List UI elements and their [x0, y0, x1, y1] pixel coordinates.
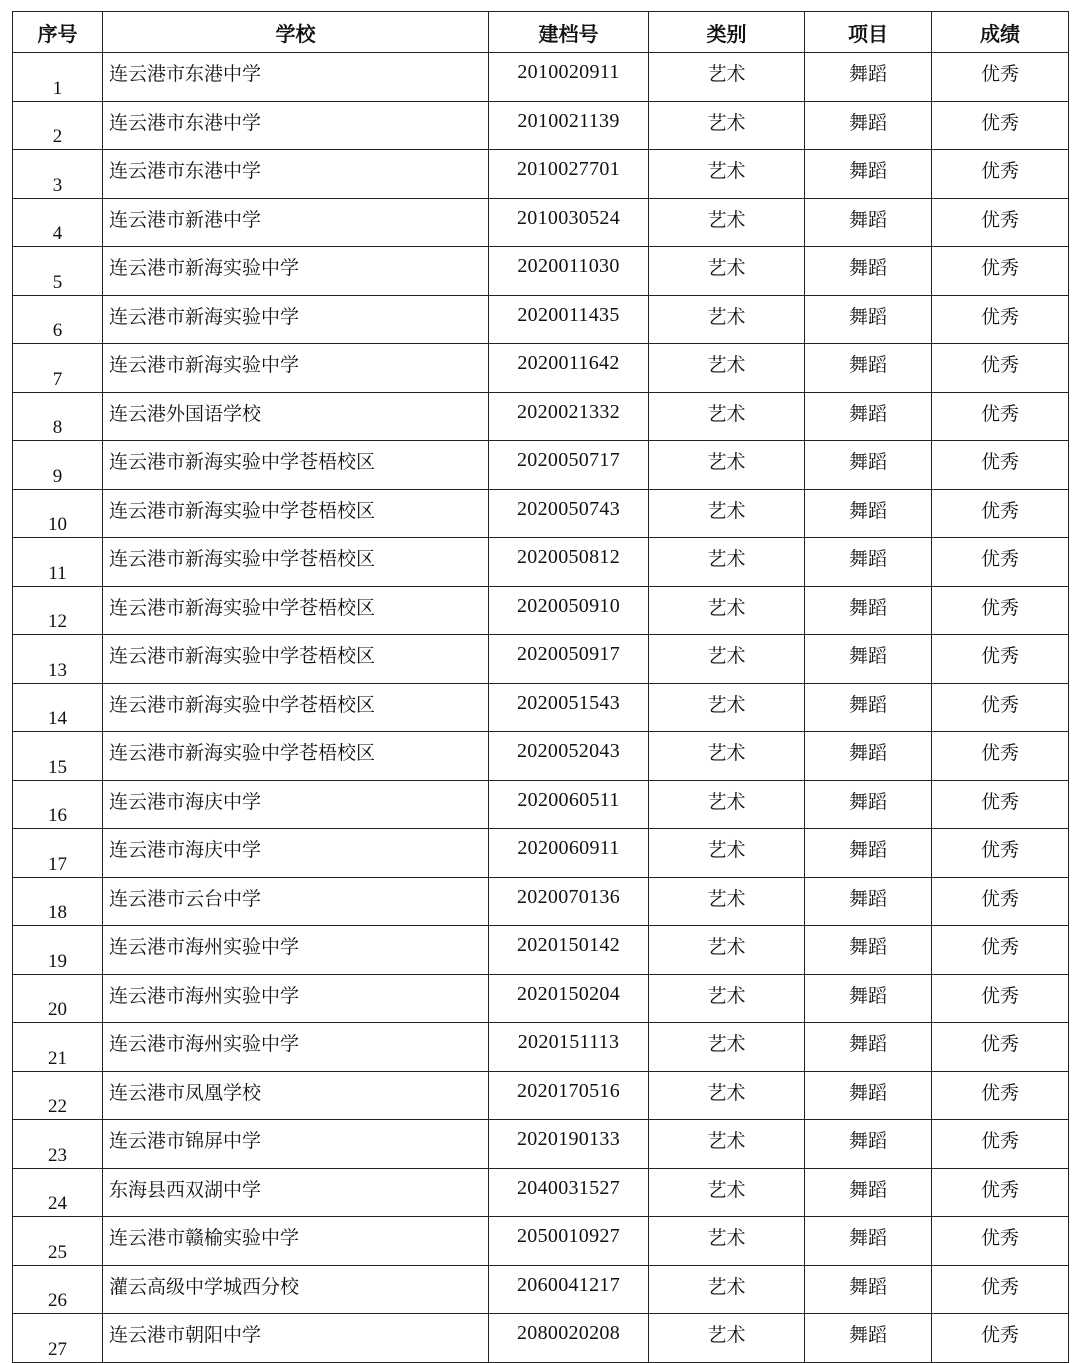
- cell-item: 舞蹈: [805, 489, 932, 538]
- cell-category: 艺术: [649, 1217, 805, 1266]
- cell-school: 连云港市新海实验中学苍梧校区: [103, 441, 489, 490]
- cell-school: 连云港市新海实验中学: [103, 344, 489, 393]
- cell-item: 舞蹈: [805, 829, 932, 878]
- cell-school: 连云港市新海实验中学苍梧校区: [103, 683, 489, 732]
- cell-id: 2020050910: [489, 586, 649, 635]
- cell-category: 艺术: [649, 489, 805, 538]
- cell-no: 20: [13, 974, 103, 1023]
- cell-no: 26: [13, 1265, 103, 1314]
- table-row: [13, 683, 1069, 732]
- cell-id: 2010027701: [489, 150, 649, 199]
- table-row: [13, 732, 1069, 781]
- header-item: 项目: [805, 12, 932, 53]
- cell-grade: 优秀: [932, 198, 1069, 247]
- cell-grade: 优秀: [932, 829, 1069, 878]
- cell-item: 舞蹈: [805, 150, 932, 199]
- cell-item: 舞蹈: [805, 198, 932, 247]
- cell-school: 连云港市海州实验中学: [103, 1023, 489, 1072]
- cell-grade: 优秀: [932, 247, 1069, 296]
- cell-school: 连云港市新海实验中学苍梧校区: [103, 538, 489, 587]
- cell-school: 连云港市东港中学: [103, 150, 489, 199]
- cell-grade: 优秀: [932, 877, 1069, 926]
- cell-category: 艺术: [649, 344, 805, 393]
- cell-grade: 优秀: [932, 635, 1069, 684]
- table-body: [13, 53, 1069, 1363]
- cell-category: 艺术: [649, 974, 805, 1023]
- cell-item: 舞蹈: [805, 683, 932, 732]
- cell-no: 22: [13, 1071, 103, 1120]
- cell-id: 2020151113: [489, 1023, 649, 1072]
- cell-category: 艺术: [649, 53, 805, 102]
- cell-category: 艺术: [649, 441, 805, 490]
- cell-grade: 优秀: [932, 344, 1069, 393]
- cell-category: 艺术: [649, 732, 805, 781]
- cell-school: 连云港市新海实验中学: [103, 295, 489, 344]
- cell-id: 2020051543: [489, 683, 649, 732]
- header-id: 建档号: [489, 12, 649, 53]
- cell-category: 艺术: [649, 586, 805, 635]
- cell-id: 2020060911: [489, 829, 649, 878]
- cell-grade: 优秀: [932, 683, 1069, 732]
- cell-school: 连云港市新港中学: [103, 198, 489, 247]
- header-grade: 成绩: [932, 12, 1069, 53]
- table-row: [13, 829, 1069, 878]
- cell-id: 2020011642: [489, 344, 649, 393]
- table-row: [13, 441, 1069, 490]
- cell-category: 艺术: [649, 926, 805, 975]
- cell-no: 3: [13, 150, 103, 199]
- cell-no: 23: [13, 1120, 103, 1169]
- cell-no: 5: [13, 247, 103, 296]
- cell-item: 舞蹈: [805, 877, 932, 926]
- cell-id: 2020011435: [489, 295, 649, 344]
- table-row: [13, 1168, 1069, 1217]
- cell-grade: 优秀: [932, 538, 1069, 587]
- cell-school: 连云港市新海实验中学苍梧校区: [103, 489, 489, 538]
- cell-school: 连云港市凤凰学校: [103, 1071, 489, 1120]
- cell-grade: 优秀: [932, 732, 1069, 781]
- cell-id: 2010020911: [489, 53, 649, 102]
- table-row: [13, 877, 1069, 926]
- cell-school: 东海县西双湖中学: [103, 1168, 489, 1217]
- cell-grade: 优秀: [932, 150, 1069, 199]
- cell-no: 15: [13, 732, 103, 781]
- table-row: [13, 538, 1069, 587]
- cell-item: 舞蹈: [805, 586, 932, 635]
- cell-no: 27: [13, 1314, 103, 1363]
- cell-grade: 优秀: [932, 1023, 1069, 1072]
- cell-category: 艺术: [649, 101, 805, 150]
- table-row: [13, 1120, 1069, 1169]
- cell-category: 艺术: [649, 829, 805, 878]
- cell-item: 舞蹈: [805, 295, 932, 344]
- cell-category: 艺术: [649, 538, 805, 587]
- cell-id: 2020052043: [489, 732, 649, 781]
- cell-school: 连云港市海庆中学: [103, 829, 489, 878]
- header-category: 类别: [649, 12, 805, 53]
- cell-item: 舞蹈: [805, 392, 932, 441]
- cell-category: 艺术: [649, 198, 805, 247]
- cell-item: 舞蹈: [805, 344, 932, 393]
- cell-grade: 优秀: [932, 441, 1069, 490]
- table-row: [13, 1265, 1069, 1314]
- cell-no: 4: [13, 198, 103, 247]
- cell-school: 连云港市海庆中学: [103, 780, 489, 829]
- cell-id: 2020050917: [489, 635, 649, 684]
- cell-item: 舞蹈: [805, 53, 932, 102]
- cell-school: 连云港市锦屏中学: [103, 1120, 489, 1169]
- cell-grade: 优秀: [932, 392, 1069, 441]
- cell-id: 2020170516: [489, 1071, 649, 1120]
- table-row: [13, 780, 1069, 829]
- cell-item: 舞蹈: [805, 1265, 932, 1314]
- cell-item: 舞蹈: [805, 1168, 932, 1217]
- cell-item: 舞蹈: [805, 247, 932, 296]
- header-school: 学校: [103, 12, 489, 53]
- cell-grade: 优秀: [932, 1120, 1069, 1169]
- cell-school: 灌云高级中学城西分校: [103, 1265, 489, 1314]
- cell-school: 连云港市朝阳中学: [103, 1314, 489, 1363]
- cell-category: 艺术: [649, 150, 805, 199]
- header-no: 序号: [13, 12, 103, 53]
- cell-no: 21: [13, 1023, 103, 1072]
- cell-no: 1: [13, 53, 103, 102]
- cell-item: 舞蹈: [805, 974, 932, 1023]
- table-row: [13, 101, 1069, 150]
- table-row: [13, 344, 1069, 393]
- cell-category: 艺术: [649, 1071, 805, 1120]
- header-row: [13, 12, 1069, 53]
- cell-item: 舞蹈: [805, 780, 932, 829]
- cell-school: 连云港市云台中学: [103, 877, 489, 926]
- cell-no: 25: [13, 1217, 103, 1266]
- table-row: [13, 53, 1069, 102]
- cell-item: 舞蹈: [805, 1314, 932, 1363]
- cell-id: 2020070136: [489, 877, 649, 926]
- table-row: [13, 974, 1069, 1023]
- table-row: [13, 1071, 1069, 1120]
- cell-category: 艺术: [649, 1023, 805, 1072]
- cell-id: 2010030524: [489, 198, 649, 247]
- cell-category: 艺术: [649, 780, 805, 829]
- cell-no: 8: [13, 392, 103, 441]
- cell-id: 2050010927: [489, 1217, 649, 1266]
- cell-no: 19: [13, 926, 103, 975]
- cell-no: 17: [13, 829, 103, 878]
- cell-id: 2020190133: [489, 1120, 649, 1169]
- cell-id: 2020150204: [489, 974, 649, 1023]
- cell-grade: 优秀: [932, 295, 1069, 344]
- cell-grade: 优秀: [932, 1265, 1069, 1314]
- table-row: [13, 1023, 1069, 1072]
- cell-no: 13: [13, 635, 103, 684]
- table-row: [13, 198, 1069, 247]
- cell-grade: 优秀: [932, 1168, 1069, 1217]
- cell-no: 6: [13, 295, 103, 344]
- cell-category: 艺术: [649, 635, 805, 684]
- cell-grade: 优秀: [932, 586, 1069, 635]
- cell-id: 2020050812: [489, 538, 649, 587]
- cell-no: 24: [13, 1168, 103, 1217]
- cell-school: 连云港市新海实验中学苍梧校区: [103, 635, 489, 684]
- cell-grade: 优秀: [932, 1314, 1069, 1363]
- cell-category: 艺术: [649, 392, 805, 441]
- cell-item: 舞蹈: [805, 1023, 932, 1072]
- cell-grade: 优秀: [932, 53, 1069, 102]
- cell-no: 7: [13, 344, 103, 393]
- table-row: [13, 635, 1069, 684]
- cell-school: 连云港市新海实验中学苍梧校区: [103, 586, 489, 635]
- cell-id: 2020050717: [489, 441, 649, 490]
- cell-item: 舞蹈: [805, 926, 932, 975]
- cell-grade: 优秀: [932, 974, 1069, 1023]
- cell-category: 艺术: [649, 877, 805, 926]
- cell-item: 舞蹈: [805, 635, 932, 684]
- cell-category: 艺术: [649, 1168, 805, 1217]
- cell-item: 舞蹈: [805, 101, 932, 150]
- cell-id: 2040031527: [489, 1168, 649, 1217]
- cell-item: 舞蹈: [805, 732, 932, 781]
- cell-school: 连云港市海州实验中学: [103, 926, 489, 975]
- cell-category: 艺术: [649, 295, 805, 344]
- table-row: [13, 295, 1069, 344]
- cell-no: 9: [13, 441, 103, 490]
- cell-grade: 优秀: [932, 780, 1069, 829]
- cell-no: 10: [13, 489, 103, 538]
- table-row: [13, 1314, 1069, 1363]
- cell-id: 2020060511: [489, 780, 649, 829]
- cell-school: 连云港市东港中学: [103, 101, 489, 150]
- cell-item: 舞蹈: [805, 441, 932, 490]
- cell-no: 12: [13, 586, 103, 635]
- cell-no: 16: [13, 780, 103, 829]
- cell-grade: 优秀: [932, 101, 1069, 150]
- cell-id: 2020011030: [489, 247, 649, 296]
- cell-id: 2020150142: [489, 926, 649, 975]
- cell-id: 2010021139: [489, 101, 649, 150]
- cell-school: 连云港市东港中学: [103, 53, 489, 102]
- cell-id: 2020021332: [489, 392, 649, 441]
- cell-item: 舞蹈: [805, 1120, 932, 1169]
- cell-grade: 优秀: [932, 1071, 1069, 1120]
- cell-id: 2080020208: [489, 1314, 649, 1363]
- cell-category: 艺术: [649, 683, 805, 732]
- cell-item: 舞蹈: [805, 1071, 932, 1120]
- cell-no: 11: [13, 538, 103, 587]
- cell-no: 18: [13, 877, 103, 926]
- cell-no: 14: [13, 683, 103, 732]
- table-row: [13, 150, 1069, 199]
- table-row: [13, 1217, 1069, 1266]
- cell-school: 连云港市赣榆实验中学: [103, 1217, 489, 1266]
- cell-id: 2020050743: [489, 489, 649, 538]
- cell-grade: 优秀: [932, 1217, 1069, 1266]
- cell-grade: 优秀: [932, 489, 1069, 538]
- cell-school: 连云港市新海实验中学苍梧校区: [103, 732, 489, 781]
- table-row: [13, 247, 1069, 296]
- table-row: [13, 489, 1069, 538]
- cell-category: 艺术: [649, 1314, 805, 1363]
- cell-no: 2: [13, 101, 103, 150]
- cell-category: 艺术: [649, 247, 805, 296]
- cell-item: 舞蹈: [805, 538, 932, 587]
- table-row: [13, 392, 1069, 441]
- table-row: [13, 586, 1069, 635]
- table-header: [13, 12, 1069, 53]
- cell-school: 连云港外国语学校: [103, 392, 489, 441]
- table-row: [13, 926, 1069, 975]
- cell-school: 连云港市海州实验中学: [103, 974, 489, 1023]
- cell-category: 艺术: [649, 1120, 805, 1169]
- cell-grade: 优秀: [932, 926, 1069, 975]
- cell-id: 2060041217: [489, 1265, 649, 1314]
- cell-item: 舞蹈: [805, 1217, 932, 1266]
- cell-category: 艺术: [649, 1265, 805, 1314]
- cell-school: 连云港市新海实验中学: [103, 247, 489, 296]
